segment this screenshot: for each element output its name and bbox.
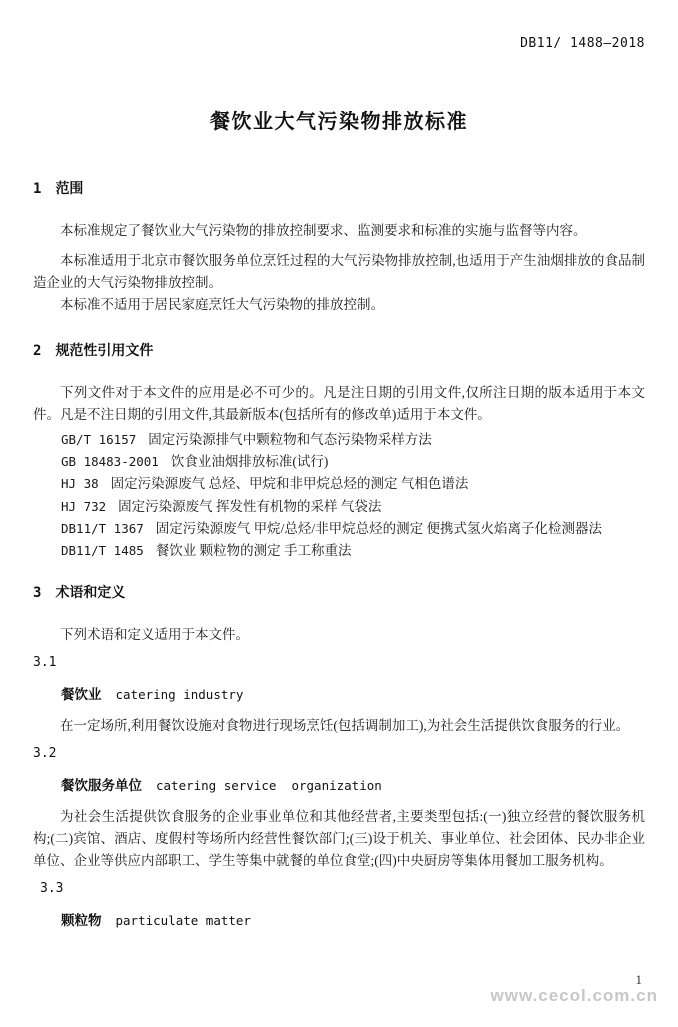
term-definition: 为社会生活提供饮食服务的企业事业单位和其他经营者,主要类型包括:(一)独立经营的餐饮服务机构;(二)宾馆、酒店、度假村等场所内经营性餐饮部门;(三)设于机关、事业单位、社会团体、民办非企业单位、企业等供应内部职工、学生等集中就餐的单位食堂;(四)中央厨房等集体用餐加工服务机构。 bbox=[33, 809, 645, 869]
section-number: 2 bbox=[33, 343, 42, 359]
scope-paragraph-2: 本标准适用于北京市餐饮服务单位烹饪过程的大气污染物排放控制,也适用于产生油烟排放的食品制造企业的大气污染物排放控制。 bbox=[33, 253, 645, 290]
term-name-zh: 餐饮服务单位 bbox=[61, 778, 142, 794]
reference-code: GB 18483-2001 bbox=[61, 454, 159, 470]
document-title: 餐饮业大气污染物排放标准 bbox=[210, 111, 468, 133]
reference-title: 固定污染源废气 总烃、甲烷和非甲烷总烃的测定 气相色谱法 bbox=[110, 476, 469, 492]
term-number-3-3: 3.3 bbox=[40, 881, 64, 897]
reference-list bbox=[33, 429, 645, 562]
term-name-en: catering service organization bbox=[156, 778, 382, 794]
section-heading-scope bbox=[33, 178, 645, 198]
scope-paragraph-1: 本标准规定了餐饮业大气污染物的排放控制要求、监测要求和标准的实施与监督等内容。 bbox=[60, 223, 587, 238]
term-name-en: catering industry bbox=[115, 687, 244, 703]
section-heading-terms bbox=[33, 582, 645, 602]
reference-item bbox=[33, 540, 645, 562]
section-title: 范围 bbox=[55, 180, 84, 196]
term-entry bbox=[33, 909, 645, 930]
reference-item bbox=[33, 451, 645, 473]
page-number: 1 bbox=[635, 972, 642, 987]
reference-code: GB/T 16157 bbox=[61, 432, 137, 447]
reference-title: 固定污染源排气中颗粒物和气态污染物采样方法 bbox=[148, 432, 432, 447]
term-name-zh: 餐饮业 bbox=[61, 687, 102, 703]
term-name-en: particulate matter bbox=[115, 913, 251, 929]
section-heading-references bbox=[33, 340, 645, 360]
term-entry bbox=[33, 683, 645, 704]
doc-number: DB11/ 1488—2018 bbox=[520, 36, 645, 51]
reference-code: DB11/T 1485 bbox=[61, 543, 144, 559]
reference-title: 餐饮业 颗粒物的测定 手工称重法 bbox=[155, 543, 352, 559]
term-number-3-2: 3.2 bbox=[33, 746, 57, 762]
term-definition: 在一定场所,利用餐饮设施对食物进行现场烹饪(包括调制加工),为社会生活提供饮食服务的行业。 bbox=[60, 718, 630, 734]
reference-item bbox=[33, 473, 645, 495]
references-intro: 下列文件对于本文件的应用是必不可少的。凡是注日期的引用文件,仅所注日期的版本适用于本文件。凡是不注日期的引用文件,其最新版本(包括所有的修改单)适用于本文件。 bbox=[33, 385, 645, 422]
section-title: 规范性引用文件 bbox=[55, 342, 154, 358]
term-number-3-1: 3.1 bbox=[33, 655, 57, 671]
reference-item bbox=[33, 496, 645, 518]
reference-item bbox=[33, 429, 645, 451]
reference-title: 固定污染源废气 挥发性有机物的采样 气袋法 bbox=[118, 498, 382, 514]
section-number: 1 bbox=[33, 181, 42, 197]
reference-code: DB11/T 1367 bbox=[61, 520, 144, 536]
terms-intro: 下列术语和定义适用于本文件。 bbox=[60, 627, 249, 643]
section-number: 3 bbox=[33, 585, 42, 602]
reference-title: 饮食业油烟排放标准(试行) bbox=[170, 454, 329, 470]
reference-code: HJ 732 bbox=[61, 498, 107, 514]
reference-title: 固定污染源废气 甲烷/总烃/非甲烷总烃的测定 便携式氢火焰离子化检测器法 bbox=[155, 520, 603, 536]
term-name-zh: 颗粒物 bbox=[61, 913, 102, 929]
reference-item bbox=[33, 518, 645, 540]
section-title: 术语和定义 bbox=[55, 584, 126, 601]
term-entry bbox=[33, 774, 645, 795]
watermark: www.cecol.com.cn bbox=[490, 986, 658, 1005]
reference-code: HJ 38 bbox=[61, 476, 99, 492]
scope-paragraph-3: 本标准不适用于居民家庭烹饪大气污染物的排放控制。 bbox=[60, 297, 384, 312]
